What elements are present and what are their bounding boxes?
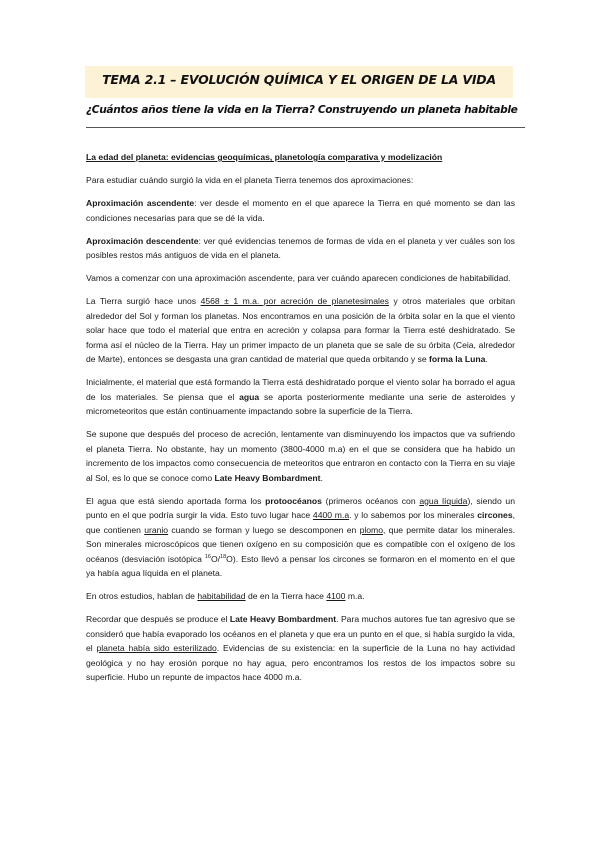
section-heading: La edad del planeta: evidencias geoquímicas, planetología comparativa y modelización [86,152,443,162]
paragraph-ascendente: Aproximación ascendente: ver desde el momento en el que aparece la Tierra en qué momento se dan las condiciones necesarias para que se dé la vida. [86,198,515,223]
paragraph-protooceans: El agua que está siendo aportada forma los protoocéanos (primeros océanos con agua líquida), siendo un punto en el que podría surgir la vida. Esto tuvo lugar hace 4400 m.a. y lo sabemos por los minerales circones, que contienen uranio cuando se forman y luego se descomponen en plomo, que permite datar los minerales. Son minerales microscópicos que tienen oxígeno en su composición que es compatible con el oxígeno de los océanos (desviación isotópica $^{16}$O/$^{18}$O). Esto llevó a pensar los circones se formaron en el momento en el que ya había agua líquida en el planeta. [86,495,516,578]
paragraph-water: Inicialmente, el material que está formando la Tierra está deshidratado porque el viento solar ha borrado el agua de los materiales. Se piensa que el agua se aporta posteriormente mediante una serie de asteroides y micrometeoritos que están continuamente impactando sobre la superficie de la Tierra. [86,377,516,416]
paragraph-intro: Para estudiar cuándo surgió la vida en el planeta Tierra tenemos dos aproximaciones: [86,175,414,185]
document-body [86,150,515,693]
paragraph-bombardment: Se supone que después del proceso de acreción, lentamente van disminuyendo los impactos que va sufriendo el planeta Tierra. No obstante, hay un momento (3800-4000 m.a) en el que se considera que ha habido un incremento de los impactos como consecuencia de meteoritos que entraron en contacto con la Tierra en su viaje al Sol, es lo que se conoce como Late Heavy Bombardment. [86,429,515,483]
paragraph-approach: Vamos a comenzar con una aproximación ascendente, para ver cuándo aparecen condiciones de habitabilidad. [86,273,511,283]
paragraph-habitability: En otros estudios, hablan de habitabilidad de en la Tierra hace 4100 m.a. [86,591,365,601]
paragraph-descendente: Aproximación descendente: ver qué evidencias tenemos de formas de vida en el planeta y ver cuáles son los posibles restos más antiguos de vida en el planeta. [86,235,515,260]
paragraph-formation: La Tierra surgió hace unos 4568 ± 1 m.a. por acreción de planetesimales y otros materiales que orbitan alrededor del Sol y forman los planetas. Nos encontramos en una posición de la órbita solar en la que el viento solar hace que todo el material que entra en acreción y colapsa para formar la Tierra esté deshidratado. Se forma así el núcleo de la Tierra. Hay un primer impacto de un planeta que se sale de su órbita (Ceia, alrededor de Marte), entonces se desgasta una gran cantidad de material que queda orbitando y se forma la Luna. [86,296,515,364]
paragraph-late-heavy-bombardment: Recordar que después se produce el Late Heavy Bombardment. Para muchos autores fue tan agresivo que se consideró que había evaporado los océanos en el planeta y que era un punto en el que, si había surgido la vida, el planeta había sido esterilizado. Evidencias de su existencia: en la superficie de la Luna no hay actividad geológica y no hay erosión porque no hay agua, pero encontramos los restos de los impactos sobre su superficie. Hubo un repunte de impactos hace 4000 m.a. [86,614,515,682]
document-subtitle: ¿Cuántos años tiene la vida en la Tierra? Construyendo un planeta habitable [86,104,518,116]
document-title: TEMA 2.1 – EVOLUCIÓN QUÍMICA Y EL ORIGEN DE LA VIDA [102,72,496,87]
horizontal-rule [86,127,525,128]
